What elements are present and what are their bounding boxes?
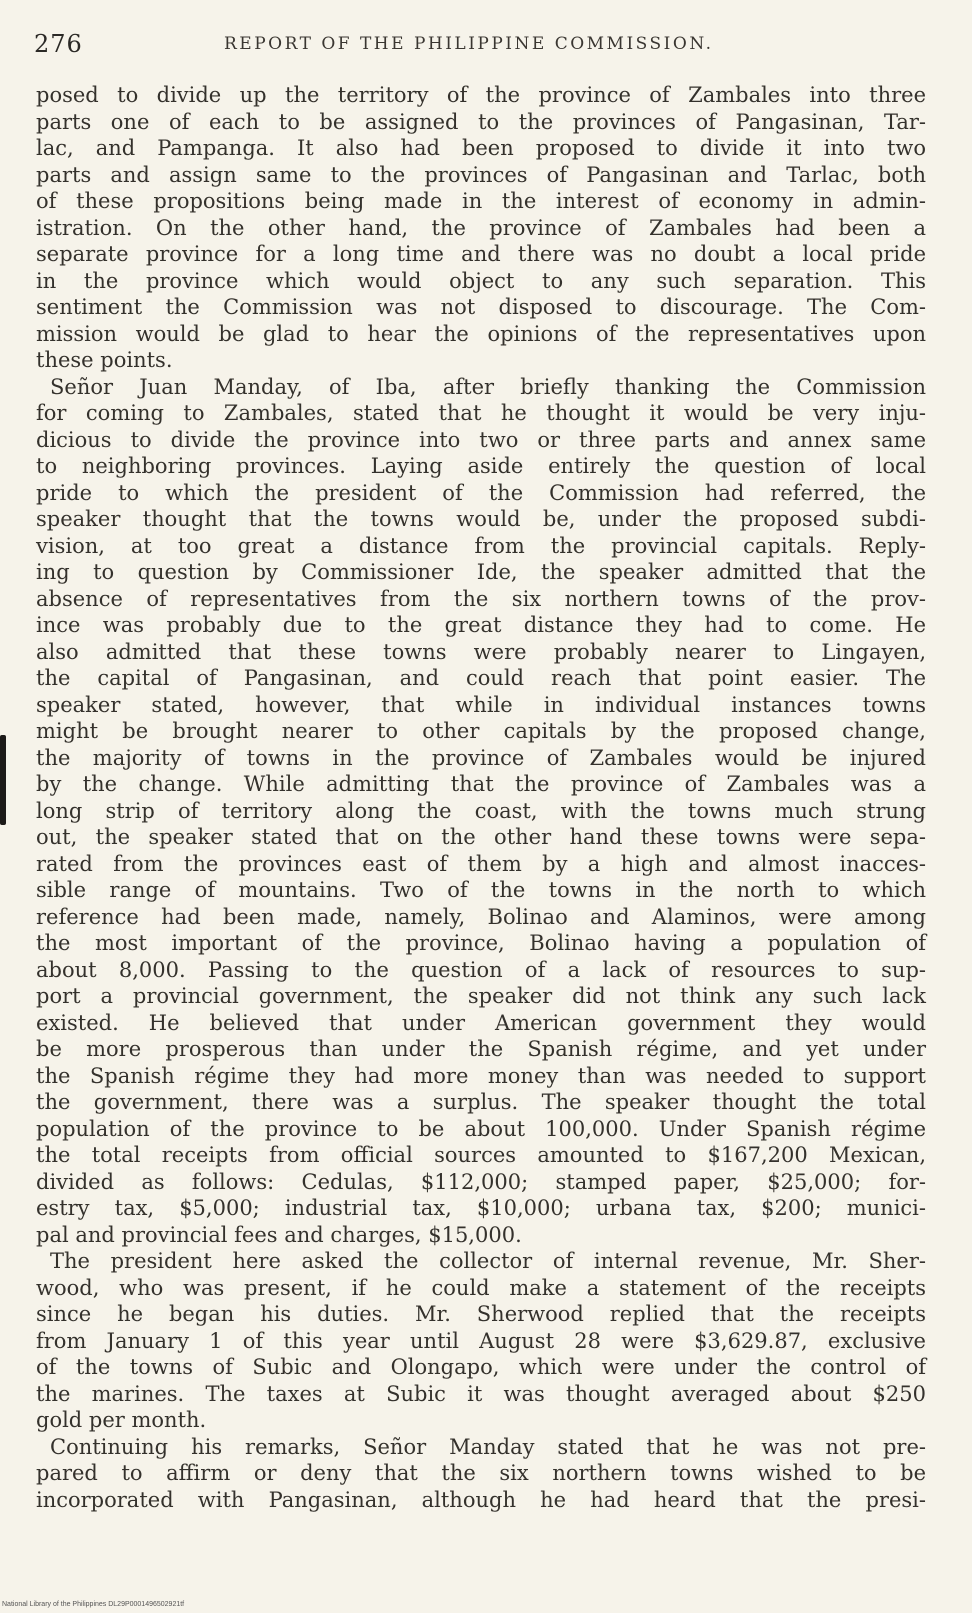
text-line: in the province which would object to any such separation. This: [36, 268, 926, 293]
text-line: since he began his duties. Mr. Sherwood replied that the receipts: [36, 1302, 926, 1326]
text-line: sible range of mountains. Two of the towns in the north to which: [36, 878, 926, 902]
text-line: be more prosperous than under the Spanish régime, and yet under: [36, 1037, 926, 1061]
text-line: to neighboring provinces. Laying aside entirely the question of local: [36, 454, 926, 478]
text-line: dicious to divide the province into two or three parts and annex same: [36, 427, 926, 452]
text-line: parts one of each to be assigned to the provinces of Pangasinan, Tar-: [36, 109, 926, 134]
text-line: separate province for a long time and there was no doubt a local pride: [36, 242, 926, 266]
text-line: gold per month.: [36, 1408, 207, 1432]
text-line: mission would be glad to hear the opinions of the representatives upon: [36, 321, 926, 346]
running-head: REPORT OF THE PHILIPPINE COMMISSION.: [224, 34, 714, 54]
text-line: might be brought nearer to other capitals by the proposed change,: [36, 719, 926, 743]
text-line: pride to which the president of the Commission had referred, the: [36, 480, 926, 505]
text-line: about 8,000. Passing to the question of a lack of resources to sup-: [36, 957, 926, 982]
text-line: rated from the provinces east of them by a high and almost inacces-: [36, 851, 926, 876]
text-line: sentiment the Commission was not disposed to discourage. The Com-: [36, 295, 926, 319]
text-line: ince was probably due to the great distance they had to come. He: [36, 613, 926, 637]
text-line: the majority of towns in the province of Zambales would be injured: [36, 745, 926, 770]
body-text: [36, 82, 926, 1513]
text-line: wood, who was present, if he could make a statement of the receipts: [36, 1275, 926, 1300]
text-line: the government, there was a surplus. The speaker thought the total: [36, 1090, 926, 1114]
text-line: estry tax, $5,000; industrial tax, $10,000; urbana tax, $200; munici-: [36, 1196, 926, 1220]
text-line: from January 1 of this year until August 28 were $3,629.87, exclusive: [36, 1328, 926, 1353]
text-line: by the change. While admitting that the province of Zambales was a: [36, 772, 926, 796]
text-line: of the towns of Subic and Olongapo, which were under the control of: [36, 1355, 926, 1379]
text-line: reference had been made, namely, Bolinao and Alaminos, were among: [36, 904, 926, 929]
text-line: ing to question by Commissioner Ide, the speaker admitted that the: [36, 560, 926, 584]
text-line: the total receipts from official sources amounted to $167,200 Mexican,: [36, 1143, 926, 1167]
page-number: 276: [34, 30, 83, 58]
text-line: the most important of the province, Bolinao having a population of: [36, 931, 926, 955]
text-line: population of the province to be about 100,000. Under Spanish régime: [36, 1116, 926, 1141]
text-line: parts and assign same to the provinces of Pangasinan and Tarlac, both: [36, 162, 926, 187]
text-line: divided as follows: Cedulas, $112,000; stamped paper, $25,000; for-: [36, 1169, 926, 1194]
text-line: the Spanish régime they had more money than was needed to support: [36, 1063, 926, 1088]
page-edge-mark: [0, 735, 6, 825]
text-line: out, the speaker stated that on the other hand these towns were sepa-: [36, 825, 926, 849]
text-line: istration. On the other hand, the province of Zambales had been a: [36, 215, 926, 240]
text-line: absence of representatives from the six northern towns of the prov-: [36, 586, 926, 611]
text-line: these points.: [36, 348, 173, 372]
text-line: port a provincial government, the speaker did not think any such lack: [36, 984, 926, 1008]
text-line: long strip of territory along the coast, with the towns much strung: [36, 798, 926, 823]
text-line: the capital of Pangasinan, and could reach that point easier. The: [36, 666, 926, 690]
text-line: speaker stated, however, that while in individual instances towns: [36, 692, 926, 717]
text-line: for coming to Zambales, stated that he thought it would be very inju-: [36, 401, 926, 425]
text-line: Señor Juan Manday, of Iba, after briefly thanking the Commission: [50, 374, 926, 399]
scan-credit: National Library of the Philippines DL29P0001496502921tf: [2, 1601, 185, 1608]
text-line: posed to divide up the territory of the province of Zambales into three: [36, 83, 926, 107]
text-line: pared to affirm or deny that the six northern towns wished to be: [36, 1461, 926, 1485]
text-line: pal and provincial fees and charges, $15,000.: [36, 1222, 522, 1247]
text-line: incorporated with Pangasinan, although he had heard that the presi-: [36, 1487, 926, 1512]
text-line: speaker thought that the towns would be, under the proposed subdi-: [36, 507, 926, 531]
text-line: Continuing his remarks, Señor Manday stated that he was not pre-: [50, 1434, 926, 1459]
text-line: of these propositions being made in the interest of economy in admin-: [36, 189, 926, 213]
page-header: [34, 30, 914, 64]
text-line: existed. He believed that under American government they would: [36, 1010, 926, 1035]
text-line: The president here asked the collector of internal revenue, Mr. Sher-: [50, 1249, 926, 1273]
text-line: also admitted that these towns were probably nearer to Lingayen,: [36, 639, 926, 664]
text-line: the marines. The taxes at Subic it was thought averaged about $250: [36, 1381, 926, 1406]
text-line: lac, and Pampanga. It also had been proposed to divide it into two: [36, 136, 926, 160]
text-line: vision, at too great a distance from the provincial capitals. Reply-: [36, 533, 926, 558]
